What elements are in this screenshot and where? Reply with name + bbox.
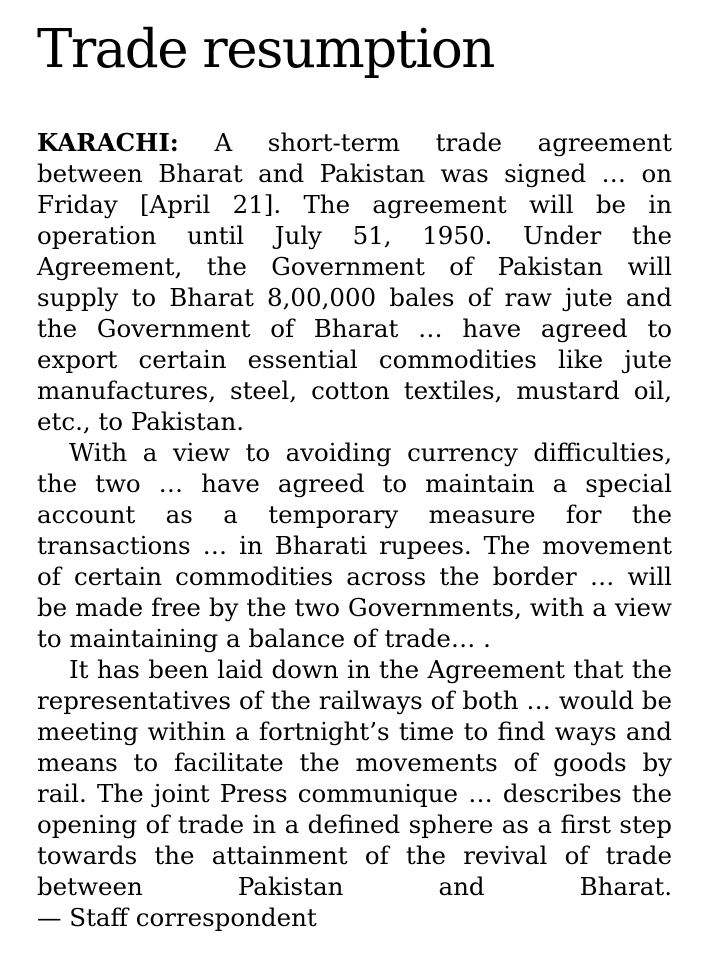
paragraph-3-text: It has been laid down in the Agreement that the representatives of the railways of both … would be meeting within a fortnight’s time to find ways and means to facilitate the movements of goods by rail. The joint Press communique … describes the opening of trade in a defined sphere as a first step towards the attainment of the revival of trade between Pakistan and Bharat. <box>37 655 672 901</box>
article-body <box>37 127 672 933</box>
paragraph-2: With a view to avoiding currency difficulties, the two … have agreed to maintain a special account as a temporary measure for the transactions … in Bharati rupees. The movement of certain commodities across the border … will be made free by the two Governments, with a view to maintaining a balance of trade… . <box>37 438 672 653</box>
byline: — Staff correspondent <box>37 903 317 932</box>
paragraph-1 <box>37 127 672 437</box>
headline: Trade resumption <box>37 19 494 80</box>
article <box>37 20 672 933</box>
dateline: KARACHI: <box>37 128 179 157</box>
paragraph-1-text: A short-term trade agreement between Bharat and Pakistan was signed … on Friday [April 21]. The agreement will be in operation until July 51, 1950. Under the Agreement, the Government of Pakistan will supply to Bharat 8,00,000 bales of raw jute and the Government of Bharat … have agreed to export certain essential commodities like jute manufactures, steel, cotton textiles, mustard oil, etc., to Pakistan. <box>37 128 672 436</box>
paragraph-3 <box>37 654 672 933</box>
